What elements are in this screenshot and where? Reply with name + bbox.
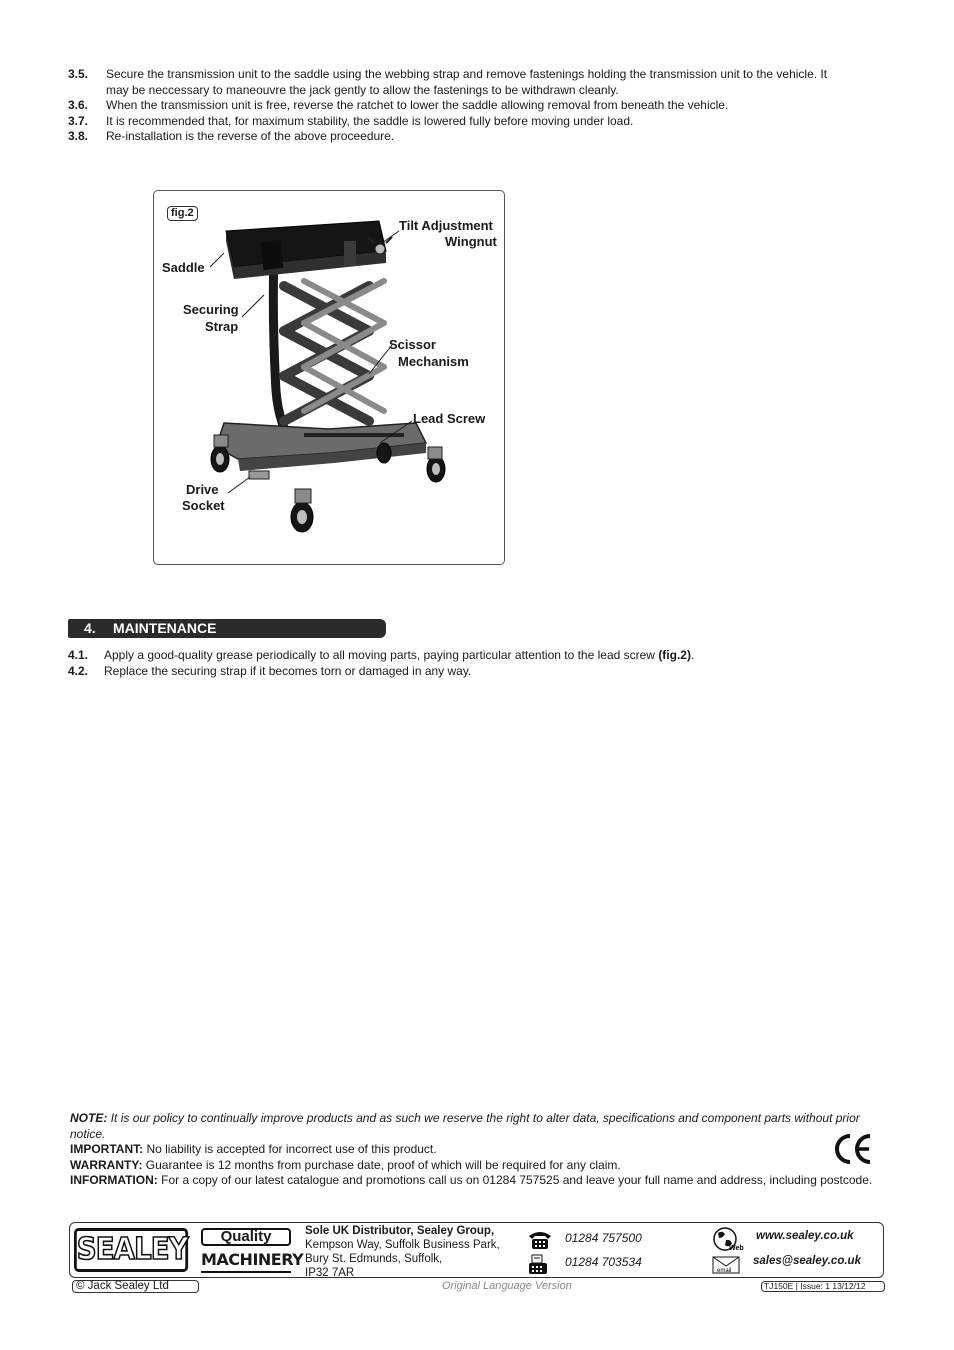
legal-notes xyxy=(70,1111,882,1189)
section-title: MAINTENANCE xyxy=(113,620,217,636)
step-text: Re-installation is the reverse of the above proceedure. xyxy=(106,129,395,143)
phone-number[interactable]: 01284 757500 xyxy=(565,1231,642,1245)
note: NOTE: It is our policy to continually improve products and as such we reserve the right to alter data, specifications and component parts without prior notice. xyxy=(70,1111,860,1141)
envelope-icon xyxy=(712,1256,740,1274)
label-saddle: Saddle xyxy=(162,260,205,275)
step-3-5 xyxy=(68,67,828,98)
step-4-2 xyxy=(68,664,888,680)
maintenance-list xyxy=(68,648,888,679)
original-language-label: Original Language Version xyxy=(442,1280,572,1292)
sealey-logo: SEALEY xyxy=(74,1228,188,1272)
label-socket: Socket xyxy=(182,498,225,513)
label-scissor: Scissor xyxy=(389,337,436,352)
email-link[interactable]: sales@sealey.co.uk xyxy=(753,1255,861,1267)
step-number: 3.8. xyxy=(68,129,89,143)
section-header-maintenance xyxy=(68,619,386,638)
website-link[interactable]: www.sealey.co.uk xyxy=(756,1230,854,1242)
figure-tag: fig.2 xyxy=(167,206,198,221)
step-text: Replace the securing strap if it becomes torn or damaged in any way. xyxy=(104,663,472,678)
step-number: 3.6. xyxy=(68,98,89,112)
step-text: When the transmission unit is free, reverse the ratchet to lower the saddle allowing removal from beneath the vehicle. xyxy=(106,98,729,112)
step-number: 4.1. xyxy=(68,648,89,662)
step-3-7 xyxy=(68,114,828,130)
important-note: IMPORTANT: No liability is accepted for incorrect use of this product. xyxy=(70,1142,437,1156)
procedure-steps xyxy=(68,67,828,145)
information-note: INFORMATION: For a copy of our latest catalogue and promotions call us on 01284 757525 and leave your full name and address, including postcode. xyxy=(70,1173,873,1187)
step-text: It is recommended that, for maximum stability, the saddle is lowered fully before moving under load. xyxy=(106,113,634,128)
label-tilt-adjustment: Tilt Adjustment xyxy=(399,218,493,233)
step-number: 4.2. xyxy=(68,663,89,678)
step-3-6 xyxy=(68,98,828,114)
quality-logo: Quality xyxy=(201,1228,291,1246)
machinery-logo: MACHINERY xyxy=(201,1249,291,1273)
warranty-note: WARRANTY: Guarantee is 12 months from purchase date, proof of which will be required for any claim. xyxy=(70,1157,621,1172)
svg-text:email: email xyxy=(717,1268,732,1274)
step-3-8 xyxy=(68,129,828,145)
telephone-icon xyxy=(527,1230,553,1250)
step-text: Apply a good-quality grease periodically to all moving parts, paying particular attention to the lead screw (fig.2). xyxy=(104,648,695,662)
label-lead-screw: Lead Screw xyxy=(413,411,486,426)
ce-mark-icon xyxy=(832,1132,874,1166)
distributor-address: Sole UK Distributor, Sealey Group, Kempson Way, Suffolk Business Park, Bury St. Edmunds, Suffolk, IP32 7AR xyxy=(305,1225,500,1279)
issue-box: TJ150E | Issue: 1 13/12/12 xyxy=(761,1281,885,1292)
footer-box xyxy=(69,1222,884,1278)
figure-2 xyxy=(153,190,505,565)
copyright-box: © Jack Sealey Ltd xyxy=(72,1280,199,1293)
fax-number[interactable]: 01284 703534 xyxy=(565,1255,642,1269)
globe-icon xyxy=(712,1226,744,1252)
label-mechanism: Mechanism xyxy=(398,354,469,369)
svg-text:Web: Web xyxy=(729,1245,744,1252)
step-text: Secure the transmission unit to the saddle using the webbing strap and remove fastenings holding the transmission unit to the vehicle. It may be neccessary to maneouvre the jack gently to allow the fastenings to be withdrawn cleanly. xyxy=(106,67,828,97)
label-strap: Strap xyxy=(205,319,239,334)
label-securing: Securing xyxy=(183,302,239,317)
fax-icon xyxy=(527,1254,549,1276)
step-number: 3.7. xyxy=(68,113,89,128)
label-drive: Drive xyxy=(186,482,219,497)
step-number: 3.5. xyxy=(68,67,89,81)
section-number: 4. xyxy=(84,620,96,636)
label-wingnut: Wingnut xyxy=(445,234,497,249)
step-4-1 xyxy=(68,648,888,664)
